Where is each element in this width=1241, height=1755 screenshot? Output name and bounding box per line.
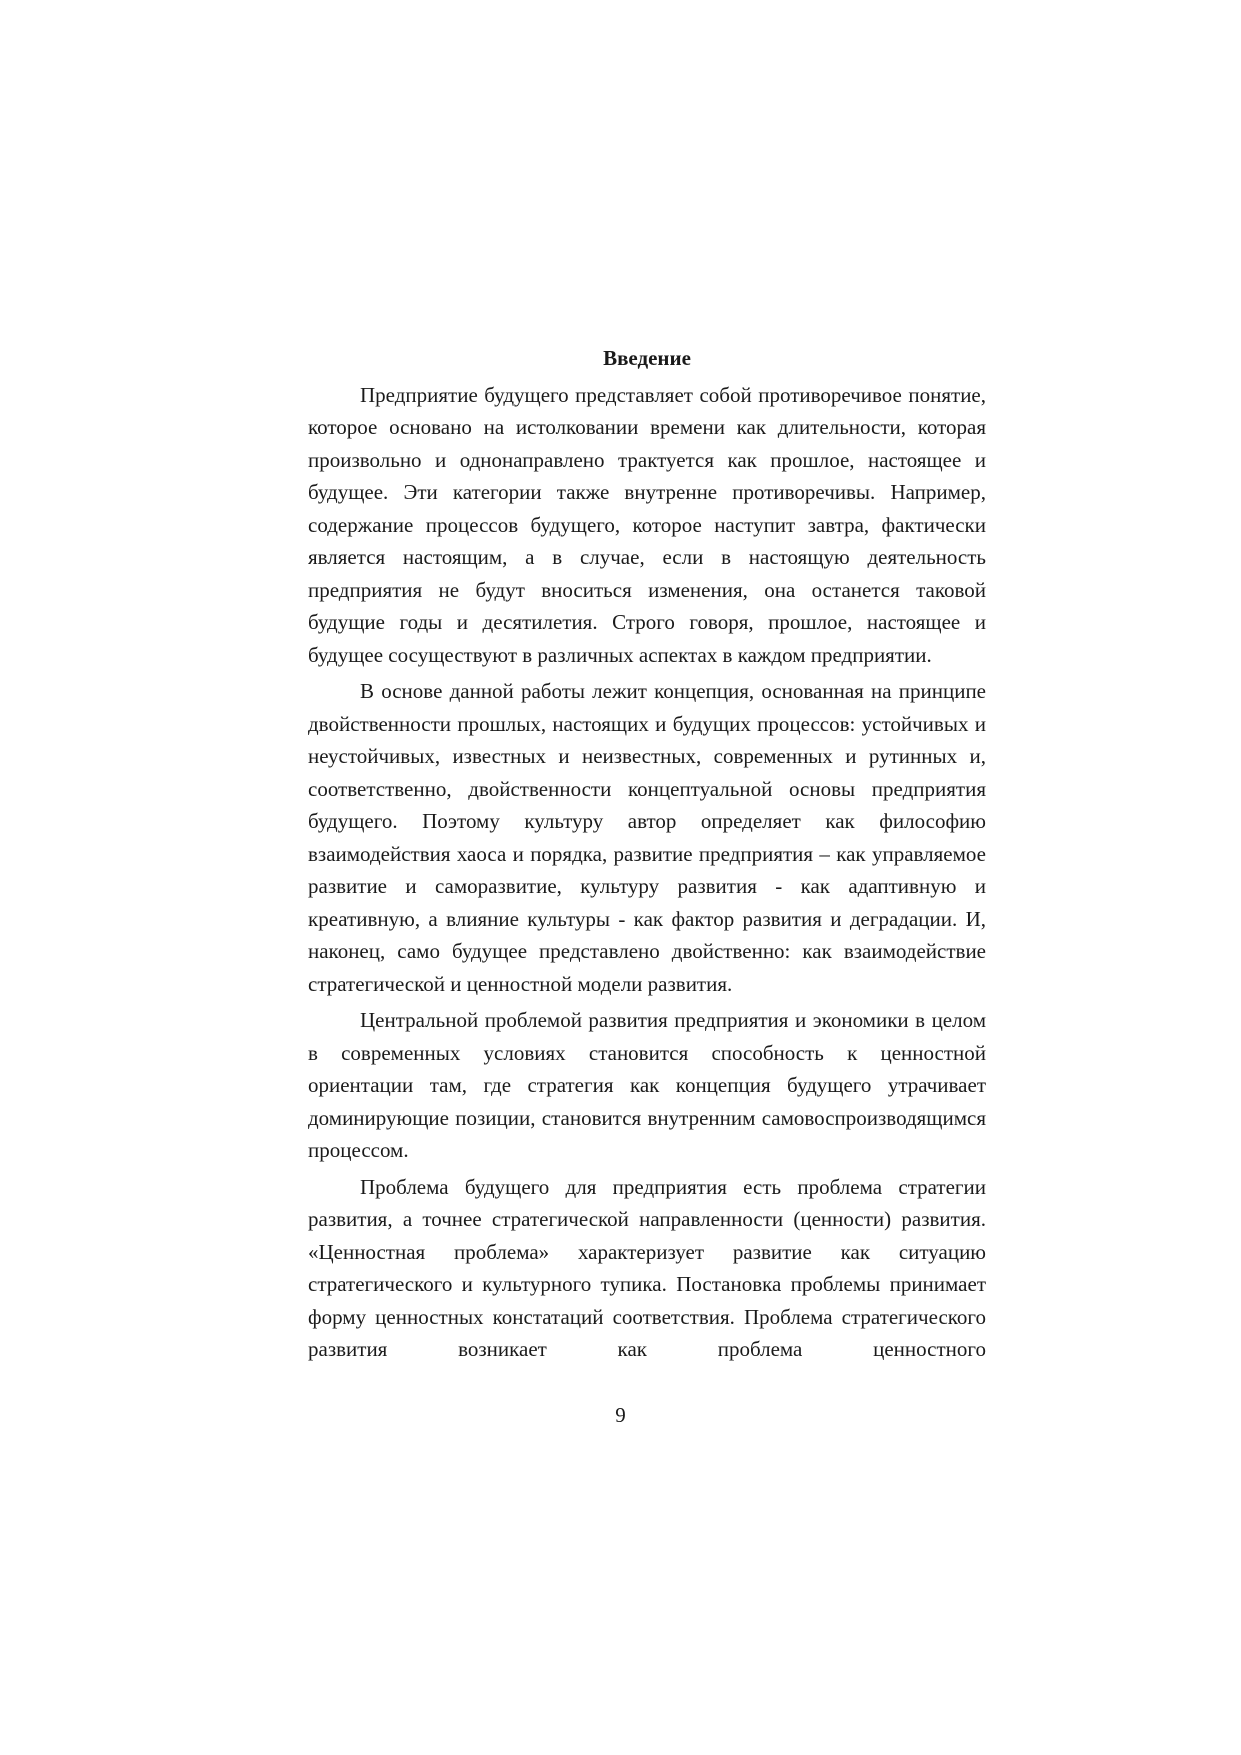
page-number: 9 (615, 1403, 626, 1427)
paragraph-3: Центральной проблемой развития предприятия и экономики в целом в современных условиях становится способность к ценностной ориентации там, где стратегия как концепция будущего утрачивает доминирующие позиции, становится внутренним самовоспроизводящимся процессом. (308, 1008, 986, 1162)
paragraph-2: В основе данной работы лежит концепция, основанная на принципе двойственности прошлых, настоящих и будущих процессов: устойчивых и неустойчивых, известных и неизвестных, современных и рутинных и, соответственно, двойственности концептуальной основы предприятия будущего. Поэтому культуру автор определяет как философию взаимодействия хаоса и порядка, развитие предприятия – как управляемое развитие и саморазвитие, культуру развития - как адаптивную и креативную, а влияние культуры - как фактор развития и деградации. И, наконец, само будущее представлено двойственно: как взаимодействие стратегической и ценностной модели развития. (308, 679, 986, 996)
section-heading: Введение (603, 346, 691, 370)
page-body (308, 342, 986, 1370)
paragraph-1: Предприятие будущего представляет собой противоречивое понятие, которое основано на истолковании времени как длительности, которая произвольно и однонаправлено трактуется как прошлое, настоящее и будущее. Эти категории также внутренне противоречивы. Например, содержание процессов будущего, которое наступит завтра, фактически является настоящим, а в случае, если в настоящую деятельность предприятия не будут вноситься изменения, она останется таковой будущие годы и десятилетия. Строго говоря, прошлое, настоящее и будущее сосуществуют в различных аспектах в каждом предприятии. (308, 382, 986, 667)
paragraph-4: Проблема будущего для предприятия есть проблема стратегии развития, а точнее стратегической направленности (ценности) развития. «Ценностная проблема» характеризует развитие как ситуацию стратегического и культурного тупика. Постановка проблемы принимает форму ценностных констатаций соответствия. Проблема стратегического развития возникает как проблема ценностного (308, 1174, 986, 1361)
